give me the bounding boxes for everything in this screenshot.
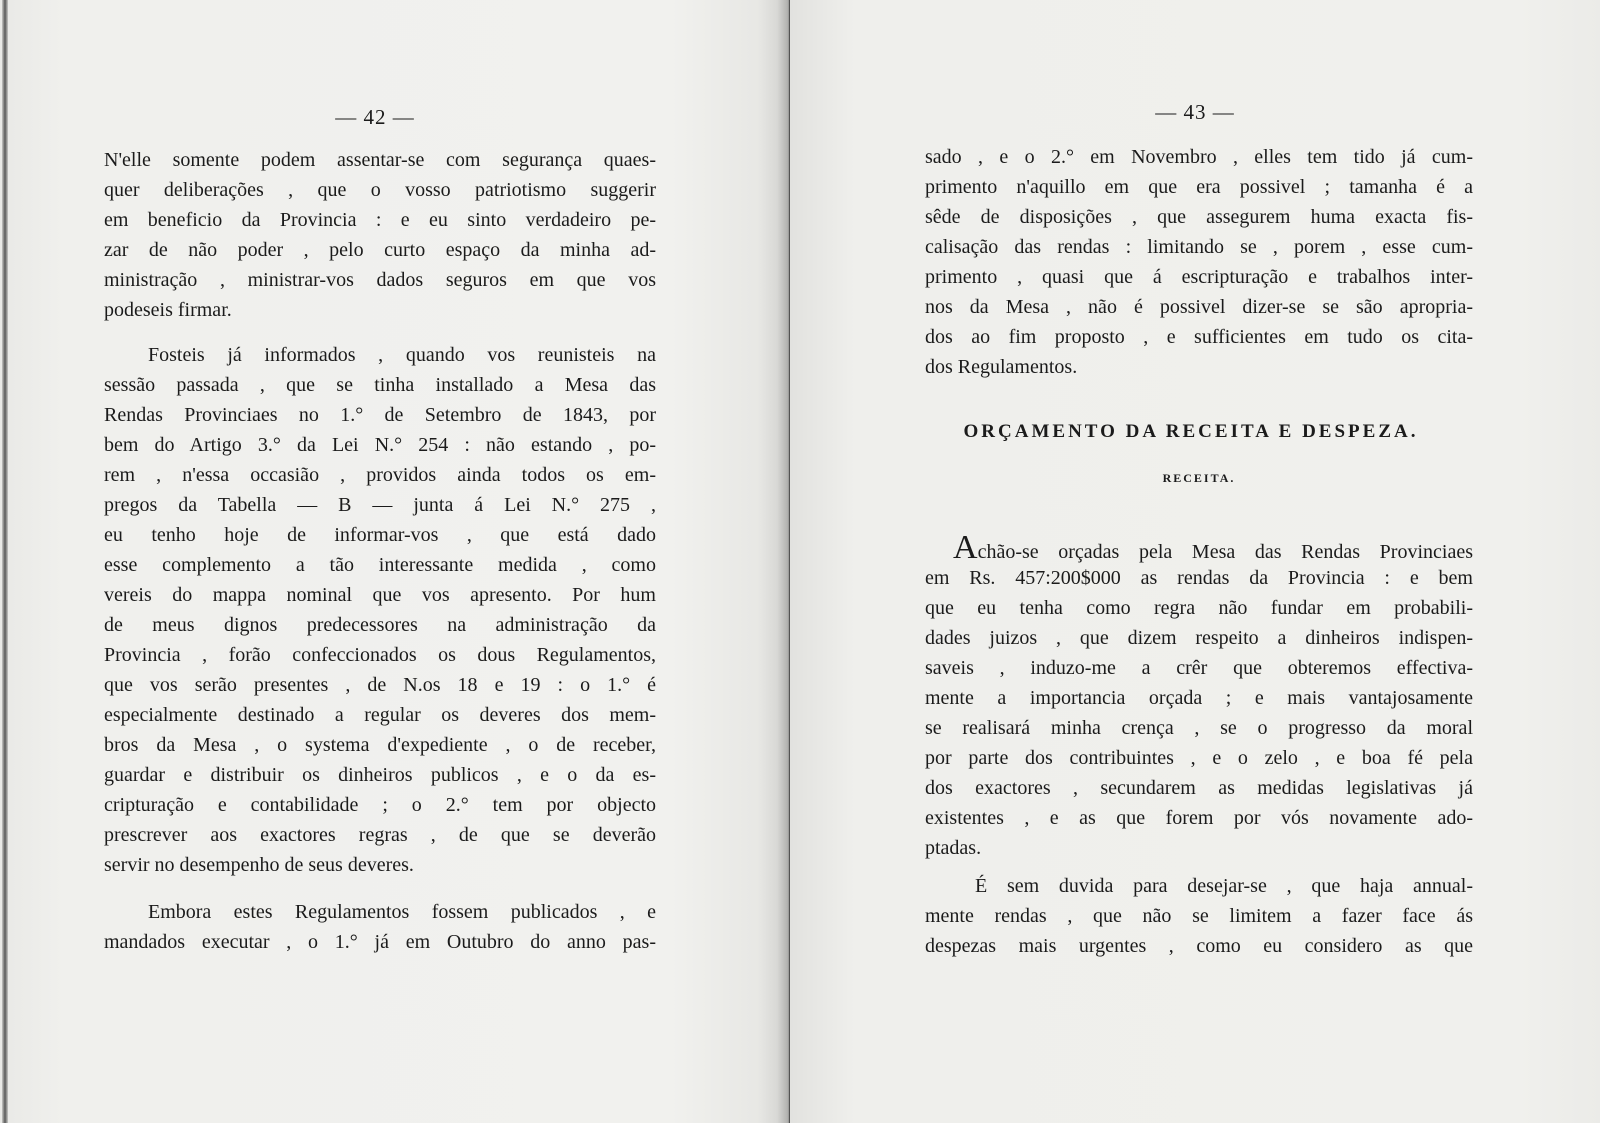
text-line: vereis do mappa nominal que vos apresento. Por hum [104,584,656,606]
text-line: Fosteis já informados , quando vos reunisteis na [148,344,656,366]
left-page [0,0,790,1123]
text-line: sêde de disposições , que assegurem huma exacta fis- [925,206,1473,228]
text-line: primento n'aquillo em que era possivel ; tamanha é a [925,176,1473,198]
text-line: se realisará minha crença , se o progresso da moral [925,717,1473,739]
text-line: quer deliberações , que o vosso patriotismo suggerir [104,179,656,201]
text-line: que vos serão presentes , de N.os 18 e 19 : o 1.° é [104,674,656,696]
text-line: de meus dignos predecessores na administração da [104,614,656,636]
paragraph [925,871,1473,961]
paragraph [925,529,1473,863]
right-page [790,0,1600,1123]
section-subheading: RECEITA. [1162,471,1236,485]
paragraph [104,340,656,880]
text-line: mente rendas , que não se limitem a fazer face ás [925,905,1473,927]
text-line: especialmente destinado a regular os deveres dos mem- [104,704,656,726]
text-line: Embora estes Regulamentos fossem publicados , e [148,901,656,923]
paragraph [925,142,1473,382]
paragraph [104,145,656,325]
text-line: zar de não poder , pelo curto espaço da minha ad- [104,239,656,261]
text-line: guardar e distribuir os dinheiros publicos , e o da es- [104,764,656,786]
text-line: ministração , ministrar-vos dados seguros em que vos [104,269,656,291]
text-line: dos ao fim proposto , e sufficientes em tudo os cita- [925,326,1473,348]
text-line: dos Regulamentos. [925,356,1078,378]
text-line: sado , e o 2.° em Novembro , elles tem tido já cum- [925,146,1473,168]
text-line: cripturação e contabilidade ; o 2.° tem por objecto [104,794,656,816]
text-line: pregos da Tabella — B — junta á Lei N.° 275 , [104,494,656,516]
text-line: podeseis firmar. [104,299,232,321]
text-line: Rendas Provinciaes no 1.° de Setembro de 1843, por [104,404,656,426]
text-line: bros da Mesa , o systema d'expediente , o de receber, [104,734,656,756]
text-line: dos exactores , secundarem as medidas legislativas já [925,777,1473,799]
text-line: saveis , induzo-me a crêr que obteremos effectiva- [925,657,1473,679]
text-line: rem , n'essa occasião , providos ainda todos os em- [104,464,656,486]
text-line: dades juizos , que dizem respeito a dinheiros indispen- [925,627,1473,649]
text-line: existentes , e as que forem por vós novamente ado- [925,807,1473,829]
text-line: primento , quasi que á escripturação e trabalhos inter- [925,266,1473,288]
text-line: sessão passada , que se tinha installado a Mesa das [104,374,656,396]
page-number: — 42 — [335,105,415,129]
paragraph [104,897,656,957]
text-line: em beneficio da Provincia : e eu sinto verdadeiro pe- [104,209,656,231]
text-line: Provincia , forão confeccionados os dous Regulamentos, [104,644,656,666]
text-line: N'elle somente podem assentar-se com segurança quaes- [104,149,656,171]
text-line: por parte dos contribuintes , e o zelo , e boa fé pela [925,747,1473,769]
section-heading: ORÇAMENTO DA RECEITA E DESPEZA. [963,421,1419,442]
page-edge-shadow [2,0,8,1123]
text-line: eu tenho hoje de informar-vos , que está dado [104,524,656,546]
text-line: servir no desempenho de seus deveres. [104,854,414,876]
text-line: nos da Mesa , não é possivel dizer-se se são apropria- [925,296,1473,318]
text-line: mente a importancia orçada ; e mais vantajosamente [925,687,1473,709]
text-line: Achão-se orçadas pela Mesa das Rendas Provinciaes [953,529,1473,566]
page-number: — 43 — [1155,100,1235,124]
text-line: calisação das rendas : limitando se , porem , esse cum- [925,236,1473,258]
text-line: que eu tenha como regra não fundar em probabili- [925,597,1473,619]
text-line: mandados executar , o 1.° já em Outubro do anno pas- [104,931,656,953]
text-line: em Rs. 457:200$000 as rendas da Provincia : e bem [925,567,1473,589]
text-line: ptadas. [925,837,982,859]
text-line: É sem duvida para desejar-se , que haja annual- [975,875,1473,897]
text-line: prescrever aos exactores regras , de que se deverão [104,824,656,846]
text-line: esse complemento a tão interessante medida , como [104,554,656,576]
text-line: bem do Artigo 3.° da Lei N.° 254 : não estando , po- [104,434,656,456]
text-line: despezas mais urgentes , como eu considero as que [925,935,1473,957]
